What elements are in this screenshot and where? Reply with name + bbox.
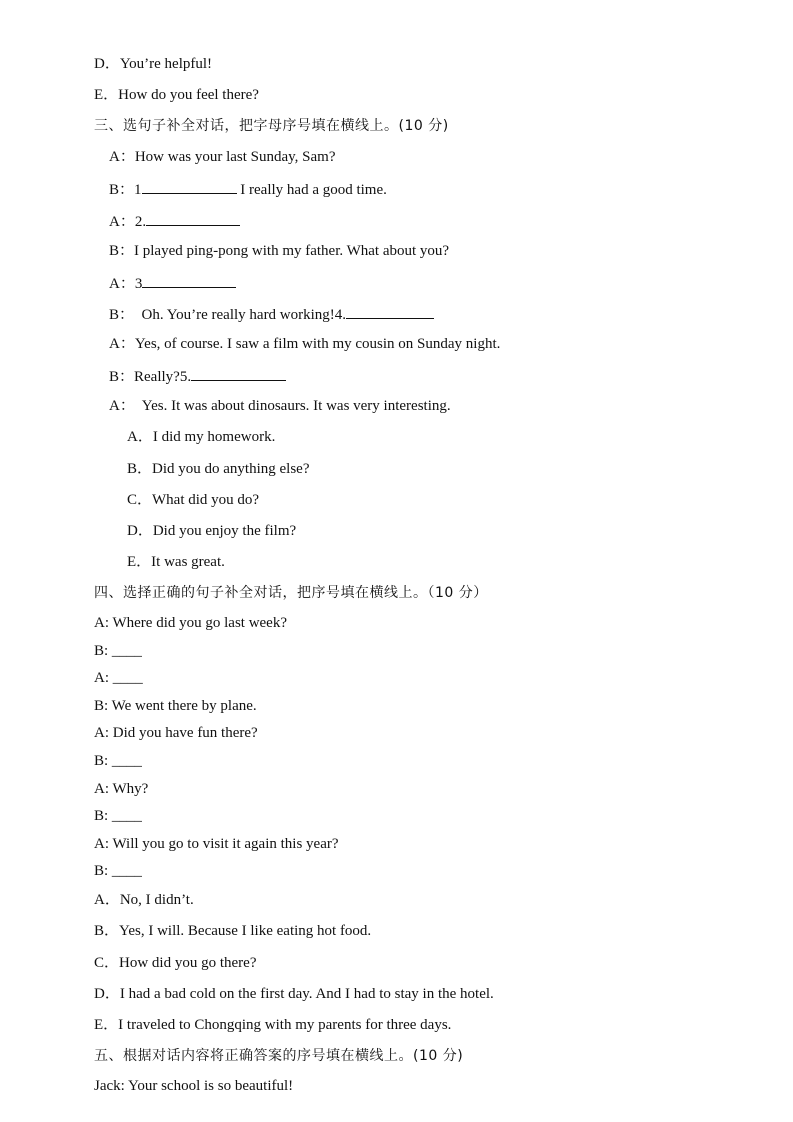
answer-blank-5[interactable] (191, 366, 286, 381)
option-d-prev: D．You’re helpful! (94, 56, 213, 72)
option-item: A．No, I didn’t. (94, 892, 194, 908)
dialogue-line: A： Yes. It was about dinosaurs. It was very interesting. (109, 398, 451, 414)
dialogue-line: A: ____ (94, 670, 143, 686)
answer-blank-2[interactable] (146, 211, 240, 226)
option-item: B．Yes, I will. Because I like eating hot food. (94, 923, 372, 939)
section5-heading: 五、根据对话内容将正确答案的序号填在横线上。(10 分) (94, 1048, 464, 1064)
dialogue-line: A：Yes, of course. I saw a film with my cousin on Sunday night. (109, 336, 501, 352)
option-item: E．I traveled to Chongqing with my parents for three days. (94, 1017, 452, 1033)
dialogue-line: A：3 (109, 273, 236, 293)
dialogue-line: A：2. (109, 211, 240, 231)
option-item: A．I did my homework. (127, 429, 276, 445)
dialogue-line: B: ____ (94, 753, 142, 769)
option-item: D．Did you enjoy the film? (127, 523, 297, 539)
dialogue-line: B：I played ping-pong with my father. What about you? (109, 243, 450, 259)
answer-blank-4[interactable] (346, 304, 434, 319)
option-item: E．It was great. (127, 554, 225, 570)
dialogue-line: A：How was your last Sunday, Sam? (109, 149, 336, 165)
option-e-prev: E．How do you feel there? (94, 87, 259, 103)
dialogue-line: B：1 I really had a good time. (109, 179, 387, 199)
dialogue-line: B: ____ (94, 643, 142, 659)
dialogue-line: B：Really?5. (109, 366, 286, 386)
dialogue-line: A: Why? (94, 781, 149, 797)
section4-heading: 四、选择正确的句子补全对话，把序号填在横线上。（10 分） (94, 585, 488, 601)
answer-blank-1[interactable] (142, 179, 237, 194)
option-item: B．Did you do anything else? (127, 461, 310, 477)
section3-heading: 三、选句子补全对话，把字母序号填在横线上。(10 分) (94, 118, 449, 134)
dialogue-line: A: Where did you go last week? (94, 615, 288, 631)
option-item: C．How did you go there? (94, 955, 257, 971)
dialogue-line: B: ____ (94, 808, 142, 824)
dialogue-line: Jack: Your school is so beautiful! (94, 1078, 294, 1094)
dialogue-line: B: We went there by plane. (94, 698, 257, 714)
dialogue-line: A: Did you have fun there? (94, 725, 258, 741)
option-item: C．What did you do? (127, 492, 260, 508)
dialogue-line: B： Oh. You’re really hard working!4. (109, 304, 434, 324)
answer-blank-3[interactable] (142, 273, 236, 288)
option-item: D．I had a bad cold on the first day. And I had to stay in the hotel. (94, 986, 494, 1002)
dialogue-line: B: ____ (94, 863, 142, 879)
dialogue-line: A: Will you go to visit it again this year? (94, 836, 339, 852)
